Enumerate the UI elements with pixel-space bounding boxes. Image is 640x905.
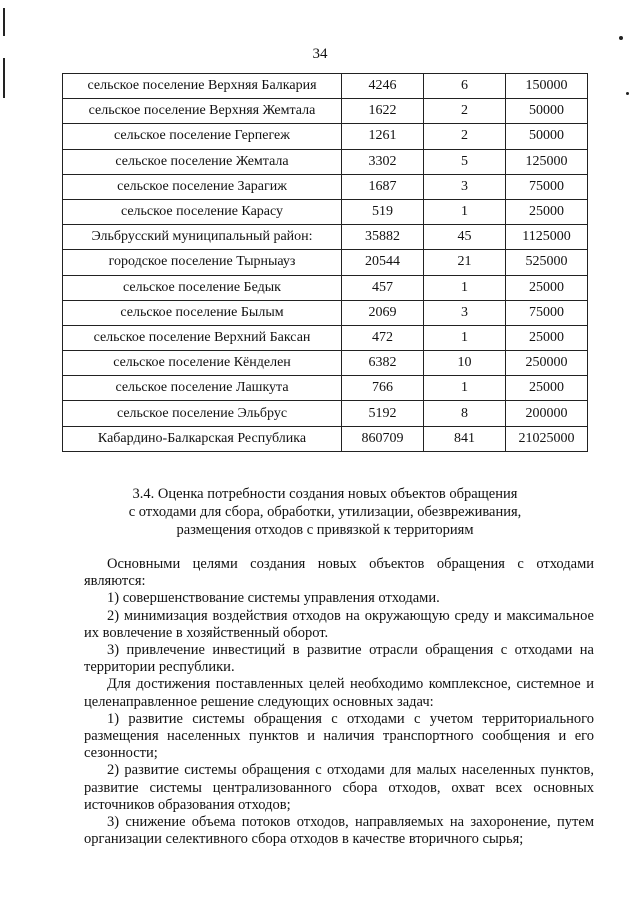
count-cell: 21 (424, 250, 506, 275)
settlement-name-cell: сельское поселение Карасу (63, 199, 342, 224)
settlement-name-cell: сельское поселение Лашкута (63, 376, 342, 401)
settlement-name-cell: сельское поселение Верхняя Балкария (63, 74, 342, 99)
table-row (63, 199, 588, 224)
settlement-name-cell: городское поселение Тырныауз (63, 250, 342, 275)
settlement-name-cell: Кабардино-Балкарская Республика (63, 426, 342, 451)
count-cell: 5 (424, 149, 506, 174)
table-row (63, 275, 588, 300)
paragraph: 1) развитие системы обращения с отходами с учетом территориального размещения населенных пунктов и наличия транспортного сообщения и его сезонности; (84, 710, 594, 762)
settlement-name-cell: сельское поселение Кёнделен (63, 351, 342, 376)
amount-cell: 1125000 (506, 225, 588, 250)
settlement-name-cell: сельское поселение Эльбрус (63, 401, 342, 426)
population-cell: 2069 (342, 300, 424, 325)
population-cell: 1622 (342, 99, 424, 124)
amount-cell: 125000 (506, 149, 588, 174)
count-cell: 1 (424, 376, 506, 401)
table-row (63, 174, 588, 199)
amount-cell: 25000 (506, 275, 588, 300)
paragraph: 2) развитие системы обращения с отходами для малых населенных пунктов, развитие системы централизованного сбора отходов, охват всех основных источников образования отходов; (84, 762, 594, 813)
amount-cell: 50000 (506, 124, 588, 149)
table-row (63, 74, 588, 99)
paragraph: Основными целями создания новых объектов обращения с отходами являются: (84, 556, 594, 590)
population-cell: 1687 (342, 174, 424, 199)
population-cell: 35882 (342, 225, 424, 250)
amount-cell: 200000 (506, 401, 588, 426)
scan-artifact-dot (619, 36, 623, 40)
population-cell: 519 (342, 199, 424, 224)
section-heading-line: размещения отходов с привязкой к территориям (176, 522, 474, 538)
settlements-table (62, 73, 588, 452)
amount-cell: 25000 (506, 376, 588, 401)
section-heading-line: 3.4. Оценка потребности создания новых объектов обращения (132, 486, 518, 502)
scan-artifact-line (3, 8, 5, 36)
paragraph: 3) привлечение инвестиций в развитие отрасли обращения с отходами на территории республики. (84, 642, 594, 676)
count-cell: 2 (424, 124, 506, 149)
section-heading (90, 485, 560, 539)
count-cell: 3 (424, 300, 506, 325)
amount-cell: 75000 (506, 174, 588, 199)
settlement-name-cell: сельское поселение Жемтала (63, 149, 342, 174)
amount-cell: 525000 (506, 250, 588, 275)
population-cell: 4246 (342, 74, 424, 99)
table-row (63, 401, 588, 426)
amount-cell: 75000 (506, 300, 588, 325)
population-cell: 5192 (342, 401, 424, 426)
population-cell: 860709 (342, 426, 424, 451)
amount-cell: 25000 (506, 199, 588, 224)
table-row (63, 124, 588, 149)
paragraph: 2) минимизация воздействия отходов на окружающую среду и максимальное их вовлечение в хозяйственный оборот. (84, 607, 594, 641)
settlement-name-cell: Эльбрусский муниципальный район: (63, 225, 342, 250)
table-row (63, 300, 588, 325)
table-row (63, 376, 588, 401)
table-row (63, 250, 588, 275)
count-cell: 6 (424, 74, 506, 99)
table-row (63, 225, 588, 250)
count-cell: 841 (424, 426, 506, 451)
count-cell: 45 (424, 225, 506, 250)
paragraph: 1) совершенствование системы управления отходами. (107, 590, 440, 607)
settlement-name-cell: сельское поселение Бедык (63, 275, 342, 300)
amount-cell: 250000 (506, 351, 588, 376)
table-row (63, 325, 588, 350)
scan-artifact-dot (626, 92, 629, 95)
population-cell: 6382 (342, 351, 424, 376)
count-cell: 8 (424, 401, 506, 426)
table-row (63, 149, 588, 174)
count-cell: 1 (424, 325, 506, 350)
population-cell: 472 (342, 325, 424, 350)
population-cell: 20544 (342, 250, 424, 275)
count-cell: 1 (424, 275, 506, 300)
table-row (63, 426, 588, 451)
settlement-name-cell: сельское поселение Герпегеж (63, 124, 342, 149)
population-cell: 457 (342, 275, 424, 300)
paragraph: Для достижения поставленных целей необходимо комплексное, системное и целенаправленное решение следующих основных задач: (84, 676, 594, 710)
amount-cell: 21025000 (506, 426, 588, 451)
paragraph: 3) снижение объема потоков отходов, направляемых на захоронение, путем организации селективного сбора отходов в качестве вторичного сырья; (84, 814, 594, 848)
count-cell: 2 (424, 99, 506, 124)
settlement-name-cell: сельское поселение Верхний Баксан (63, 325, 342, 350)
population-cell: 1261 (342, 124, 424, 149)
table-row (63, 351, 588, 376)
amount-cell: 150000 (506, 74, 588, 99)
amount-cell: 50000 (506, 99, 588, 124)
amount-cell: 25000 (506, 325, 588, 350)
count-cell: 10 (424, 351, 506, 376)
settlement-name-cell: сельское поселение Былым (63, 300, 342, 325)
table-row (63, 99, 588, 124)
population-cell: 3302 (342, 149, 424, 174)
count-cell: 3 (424, 174, 506, 199)
scan-artifact-line (3, 58, 5, 98)
body-text (84, 556, 594, 848)
page-number: 34 (312, 46, 328, 62)
section-heading-line: с отходами для сбора, обработки, утилизации, обезвреживания, (128, 504, 522, 520)
settlement-name-cell: сельское поселение Зарагиж (63, 174, 342, 199)
settlement-name-cell: сельское поселение Верхняя Жемтала (63, 99, 342, 124)
population-cell: 766 (342, 376, 424, 401)
count-cell: 1 (424, 199, 506, 224)
